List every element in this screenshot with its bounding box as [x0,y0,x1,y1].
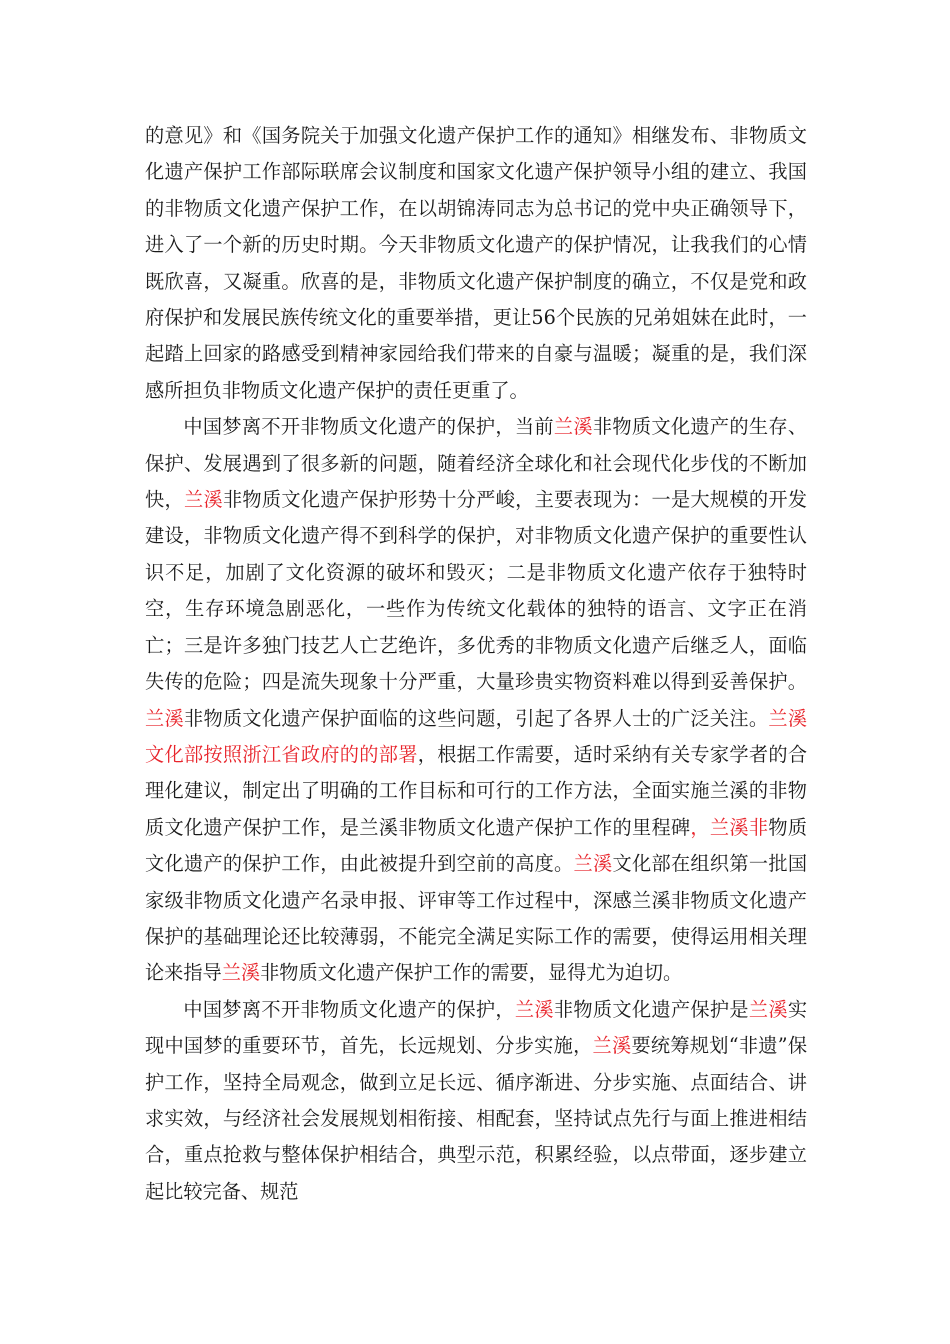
highlighted-text: 兰溪 [573,852,613,876]
text-segment: 物质文化遗产的保护工作，由此被提升到空前的高度。 [145,815,808,876]
paragraph-2 [145,409,807,992]
highlighted-text: 兰溪文化部按照浙江省政府的的部署 [145,706,808,766]
text-segment: 实现中国梦的重要环节，首先，长远规划、分步实施， [145,997,808,1058]
text-segment: 中国梦离不开非物质文化遗产的保护， [183,997,515,1021]
text-segment: 非物质文化遗产保护形势十分严峻，主要表现为：一是大规模的开发建设，非物质文化遗产得不到科学的保护，对非物质文化遗产保护的重要性认识不足，加剧了文化资源的破坏和毁灭；二是非物质文化遗产依存于独特时空，生存环境急剧恶化，一些作为传统文化载体的独特的语言、文字正在消亡；三是许多独门技艺人亡艺绝许，多优秀的非物质文化遗产后继乏人，面临失传的危险；四是流失现象十分严重，大量珍贵实物资料难以得到妥善保护。 [145,488,808,694]
text-segment: 非物质文化遗产保护面临的这些问题，引起了各界人士的广泛关注。 [183,706,769,730]
paragraph-3 [145,992,807,1210]
text-segment: 中国梦离不开非物质文化遗产的保护，当前 [183,415,554,439]
highlighted-text: 兰溪 [592,1034,632,1058]
text-segment: 非物质文化遗产保护是 [553,997,749,1021]
highlighted-text: 兰溪 [183,488,223,512]
highlighted-text: 兰溪 [221,961,261,985]
text-segment: 文化部在组织第一批国家级非物质文化遗产名录申报、评审等工作过程中，深感兰溪非物质文化遗产保护的基础理论还比较薄弱，不能完全满足实际工作的需要，使得运用相关理论来指导 [145,852,808,985]
highlighted-text: ，兰溪非 [690,815,769,839]
highlighted-text: 兰溪 [748,997,788,1021]
text-segment: 非物质文化遗产保护工作的需要，显得尤为迫切。 [260,961,683,985]
highlighted-text: 兰溪 [553,415,593,439]
paragraph-1 [145,118,807,409]
text-segment: ，根据工作需要，适时采纳有关专家学者的合理化建议，制定出了明确的工作目标和可行的工作方法，全面实施兰溪的非物质文化遗产保护工作，是兰溪非物质文化遗产保护工作的里程碑 [145,742,808,839]
document-body [145,118,807,1210]
highlighted-text: 兰溪 [514,997,554,1021]
text-segment: 非物质文化遗产的生存、保护、发展遇到了很多新的问题，随着经济全球化和社会现代化步伐的不断加快， [145,415,808,512]
text-segment: 要统筹规划“非遗”保护工作，坚持全局观念，做到立足长远、循序渐进、分步实施、点面结合、讲求实效，与经济社会发展规划相衔接、相配套，坚持试点先行与面上推进相结合，重点抢救与整体保护相结合，典型示范，积累经验，以点带面，逐步建立起比较完备、规范 [145,1034,808,1203]
text-segment: 的意见》和《国务院关于加强文化遗产保护工作的通知》相继发布、非物质文化遗产保护工作部际联席会议制度和国家文化遗产保护领导小组的建立、我国的非物质文化遗产保护工作，在以胡锦涛同志为总书记的党中央正确领导下，进入了一个新的历史时期。今天非物质文化遗产的保护情况，让我我们的心情既欣喜，又凝重。欣喜的是，非物质文化遗产保护制度的确立，不仅是党和政府保护和发展民族传统文化的重要举措，更让56个民族的兄弟姐妹在此时，一起踏上回家的路感受到精神家园给我们带来的自豪与温暖；凝重的是，我们深感所担负非物质文化遗产保护的责任更重了。 [145,124,807,402]
highlighted-text: 兰溪 [145,706,184,730]
